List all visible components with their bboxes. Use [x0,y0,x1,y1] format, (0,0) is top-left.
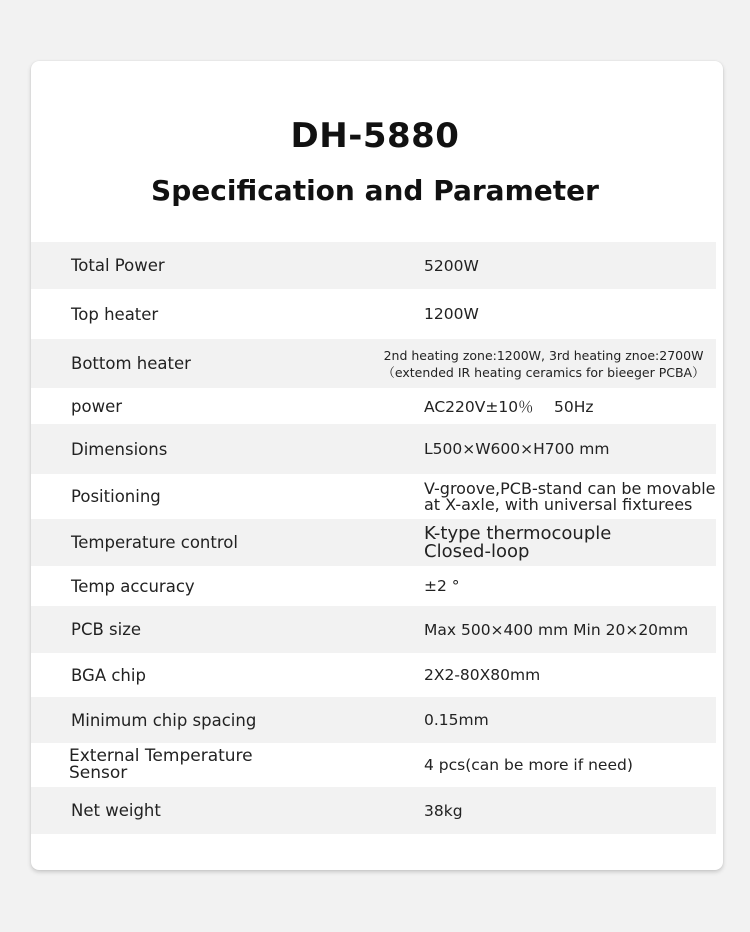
spec-label: Top heater [71,304,159,324]
spec-row-minimum-chip-spacing [31,697,716,743]
spec-value: 0.15mm [424,711,489,729]
spec-label: Temperature control [71,533,238,552]
spec-row-pcb-size [31,606,716,653]
spec-label: Positioning [71,487,161,506]
spec-value: ±2 ° [424,577,460,595]
spec-value: K-type thermocouple Closed-loop [424,522,612,562]
spec-value: 4 pcs(can be more if need) [424,756,633,774]
spec-label: Temp accuracy [71,576,195,596]
spec-row-temp-accuracy [31,566,716,606]
spec-value: L500×W600×H700 mm [424,440,610,458]
spec-row-bga-chip [31,653,716,697]
spec-row-positioning [31,474,716,519]
spec-label: Dimensions [71,439,168,459]
spec-value: AC220V±10％ 50Hz [424,398,594,416]
page-subtitle: Specification and Parameter [151,174,599,207]
spec-value: 2X2-80X80mm [424,666,541,684]
spec-label: Total Power [71,256,165,275]
spec-value: 5200W [424,256,479,275]
spec-value: V-groove,PCB-stand can be movable at X-axle, with universal fixturees [424,478,716,514]
spec-label: Net weight [71,801,161,820]
spec-row-bottom-heater [31,339,716,388]
spec-row-total-power [31,242,716,289]
spec-value: 38kg [424,801,463,820]
spec-row-top-heater [31,289,716,339]
spec-row-power [31,388,716,424]
spec-label: Minimum chip spacing [71,710,257,730]
spec-label: PCB size [71,620,142,639]
spec-row-external-temperature-sensor [31,743,716,787]
spec-row-dimensions [31,424,716,474]
spec-value: Max 500×400 mm Min 20×20mm [424,620,689,639]
model-title: DH-5880 [290,116,460,156]
spec-label: BGA chip [71,665,146,685]
spec-value: 1200W [424,305,479,323]
spec-value: 2nd heating zone:1200W, 3rd heating znoe:2700W （extended IR heating ceramics for bieeger PCBA） [382,347,705,380]
spec-label: power [71,396,122,416]
spec-row-net-weight [31,787,716,834]
spec-table [31,242,716,834]
spec-label: Bottom heater [71,354,191,373]
spec-row-temperature-control [31,519,716,566]
spec-label: External Temperature Sensor [69,746,253,783]
